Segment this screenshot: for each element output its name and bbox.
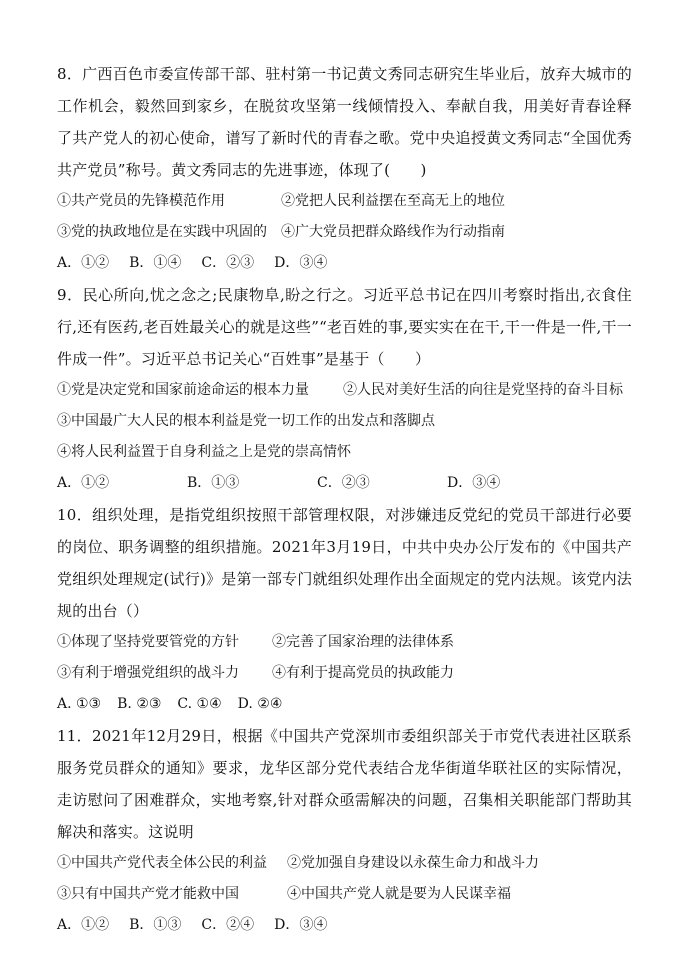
question-11: [57, 720, 632, 941]
answer-b[interactable]: B. ②③: [117, 696, 162, 712]
option-4: ④广大党员把群众路线作为行动指南: [281, 224, 505, 240]
answer-d[interactable]: D．③④: [447, 475, 501, 491]
option-1: ①体现了坚持党要管党的方针: [57, 634, 239, 650]
option-3: ③党的执政地位是在实践中巩固的: [57, 224, 267, 240]
option-row: [57, 848, 632, 879]
answer-d[interactable]: D．③④: [274, 255, 328, 271]
option-3: ③有利于增强党组织的战斗力: [57, 665, 239, 681]
question-stem: 8．广西百色市委宣传部干部、驻村第一书记黄文秀同志研究生毕业后，放弃大城市的工作机会，毅然回到家乡，在脱贫攻坚第一线倾情投入、奉献自我，用美好青春诠释了共产党人的初心使命，谱写了新时代的青春之歌。党中央追授黄文秀同志“全国优秀共产党员”称号。黄文秀同志的先进事迹，体现了( ): [57, 65, 632, 179]
answer-a[interactable]: A．①②: [57, 475, 110, 491]
option-row: [57, 217, 632, 248]
option-2: ②党把人民利益摆在至高无上的地位: [281, 193, 505, 209]
option-1: ①党是决定党和国家前途命运的根本力量: [57, 382, 309, 398]
option-2: ②党加强自身建设以永葆生命力和战斗力: [287, 855, 539, 871]
option-1: ①中国共产党代表全体公民的利益: [57, 855, 267, 871]
option-4: ④将人民利益置于自身利益之上是党的崇高情怀: [57, 444, 351, 460]
answer-a[interactable]: A．①②: [57, 917, 110, 933]
option-row: [57, 879, 632, 910]
answer-d[interactable]: D．③④: [274, 917, 328, 933]
option-2: ②人民对美好生活的向往是党坚持的奋斗目标: [343, 382, 623, 398]
answer-c[interactable]: C．②④: [201, 917, 255, 933]
option-4: ④中国共产党人就是要为人民谋幸福: [287, 886, 511, 902]
question-stem: 10．组织处理，是指党组织按照干部管理权限，对涉嫌违反党纪的党员干部进行必要的岗位、职务调整的组织措施。2021年3月19日，中共中央办公厅发布的《中国共产党组织处理规定(试行)》是第一部专门就组织处理作出全面规定的党内法规。该党内法规的出台（）: [57, 506, 632, 620]
answer-b[interactable]: B．①③: [129, 917, 182, 933]
answer-choices: [57, 689, 632, 720]
option-row: [57, 186, 632, 217]
question-9: [57, 279, 632, 499]
answer-b[interactable]: B．①④: [129, 255, 182, 271]
answer-c[interactable]: C．②③: [201, 255, 255, 271]
option-row: [57, 658, 632, 689]
question-10: [57, 499, 632, 720]
answer-a[interactable]: A. ①③: [57, 696, 102, 712]
answer-choices: [57, 248, 632, 279]
option-4: ④有利于提高党员的执政能力: [272, 665, 454, 681]
answer-choices: [57, 468, 632, 499]
option-3: ③只有中国共产党才能救中国: [57, 886, 239, 902]
answer-choices: [57, 910, 632, 941]
option-row: [57, 375, 632, 406]
question-stem: 11．2021年12月29日，根据《中国共产党深圳市委组织部关于市党代表进社区联系服务党员群众的通知》要求，龙华区部分党代表结合龙华街道华联社区的实际情况，走访慰问了困难群众，实地考察,针对群众亟需解决的问题，召集相关职能部门帮助其解决和落实。这说明: [57, 727, 632, 841]
option-1: ①共产党员的先锋模范作用: [57, 193, 225, 209]
answer-b[interactable]: B．①③: [187, 475, 240, 491]
option-2: ②完善了国家治理的法律体系: [272, 634, 454, 650]
option-row: [57, 627, 632, 658]
answer-d[interactable]: D. ②④: [237, 696, 283, 712]
answer-a[interactable]: A．①②: [57, 255, 110, 271]
question-8: [57, 58, 632, 279]
answer-c[interactable]: C. ①④: [177, 696, 222, 712]
option-3: ③中国最广大人民的根本利益是党一切工作的出发点和落脚点: [57, 413, 435, 429]
answer-c[interactable]: C．②③: [317, 475, 370, 491]
question-stem: 9．民心所向,忧之念之;民康物阜,盼之行之。习近平总书记在四川考察时指出,衣食住行,还有医药,老百姓最关心的就是这些”“老百姓的事,要实实在在干,干一件是一件,干一件成一件”。习近平总书记关心“百姓事”是基于（ ）: [57, 286, 632, 368]
